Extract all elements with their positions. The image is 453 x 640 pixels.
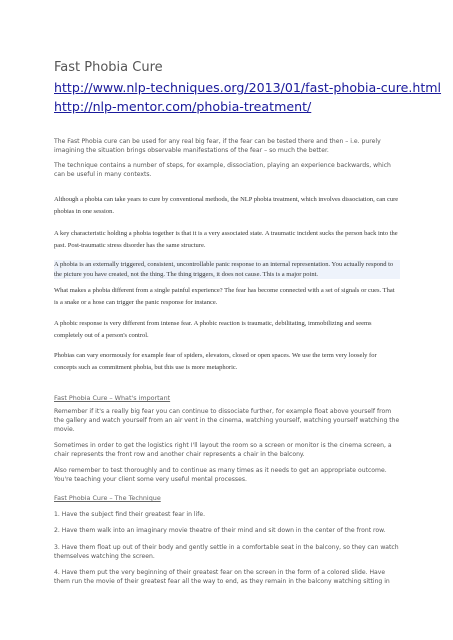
paragraph-4: What makes a phobia different from a single painful experience? The fear has become connected with a set of signals or cues. That is a snake or a hose can trigger the panic response for instance. (54, 287, 395, 306)
paragraph-6: Phobias can vary enormously for example fear of spiders, elevators, closed or open spaces. We use the term very loosely for concepts such as commitment phobia, but this use is more metaphoric. (54, 352, 377, 371)
paragraph-1: Although a phobia can take years to cure by conventional methods, the NLP phobia treatment, which involves dissociation, can cure phobias in one session. (54, 196, 399, 215)
section-heading-whats-important: Fast Phobia Cure – What's important (54, 394, 171, 402)
paragraph-5: A phobic response is very different from intense fear. A phobic reaction is traumatic, debilitating, immobilizing and seems completely out of a person's control. (54, 320, 372, 339)
intro-paragraph-2: The technique contains a number of steps, for example, dissociation, playing an experience backwards, which can be useful in many contexts. (54, 162, 391, 178)
section1-paragraph-1: Remember if it's a really big fear you can continue to dissociate further, for example float above yourself from the gallery and watch yourself from an air vent in the cinema, watching yourself, watching yourself watching the movie. (54, 408, 400, 433)
step-3: 3. Have them float up out of their body and gently settle in a comfortable seat in the balcony, so they can watch themselves watching the screen. (54, 544, 399, 560)
step-2: 2. Have them walk into an imaginary movie theatre of their mind and sit down in the center of the front row. (54, 527, 386, 534)
page-title: Fast Phobia Cure (54, 60, 163, 75)
step-4: 4. Have them put the very beginning of their greatest fear on the screen in the form of a colored slide. Have them run the movie of their greatest fear all the way to end, as they remain in the balcony watching sitting in (54, 569, 390, 585)
paragraph-3: A phobia is an externally triggered, consistent, uncontrollable panic response to an internal representation. You actually respond to the picture you have created, not the thing. The thing triggers, it does not cause. This is a major point. (54, 260, 400, 279)
link-nlp-mentor[interactable]: http://nlp-mentor.com/phobia-treatment/ (54, 99, 312, 114)
section1-paragraph-2: Sometimes in order to get the logistics right I'll layout the room so a screen or monitor is the cinema screen, a chair represents the front row and another chair represents a chair in the balcony. (54, 442, 392, 458)
paragraph-2: A key characteristic holding a phobia together is that it is a very associated state. A traumatic incident sucks the person back into the past. Post-traumatic stress disorder has the same structure. (54, 230, 398, 249)
section-heading-technique: Fast Phobia Cure – The Technique (54, 494, 161, 502)
step-1: 1. Have the subject find their greatest fear in life. (54, 511, 206, 518)
section1-paragraph-3: Also remember to test thoroughly and to continue as many times as it needs to get an appropriate outcome. You're teaching your client some very useful mental processes. (54, 467, 387, 483)
link-nlp-techniques[interactable]: http://www.nlp-techniques.org/2013/01/fast-phobia-cure.html (54, 80, 442, 95)
intro-paragraph-1: The Fast Phobia cure can be used for any real big fear, if the fear can be tested there and then – i.e. purely imagining the situation brings observable manifestations of the fear – so much the better. (54, 138, 381, 154)
